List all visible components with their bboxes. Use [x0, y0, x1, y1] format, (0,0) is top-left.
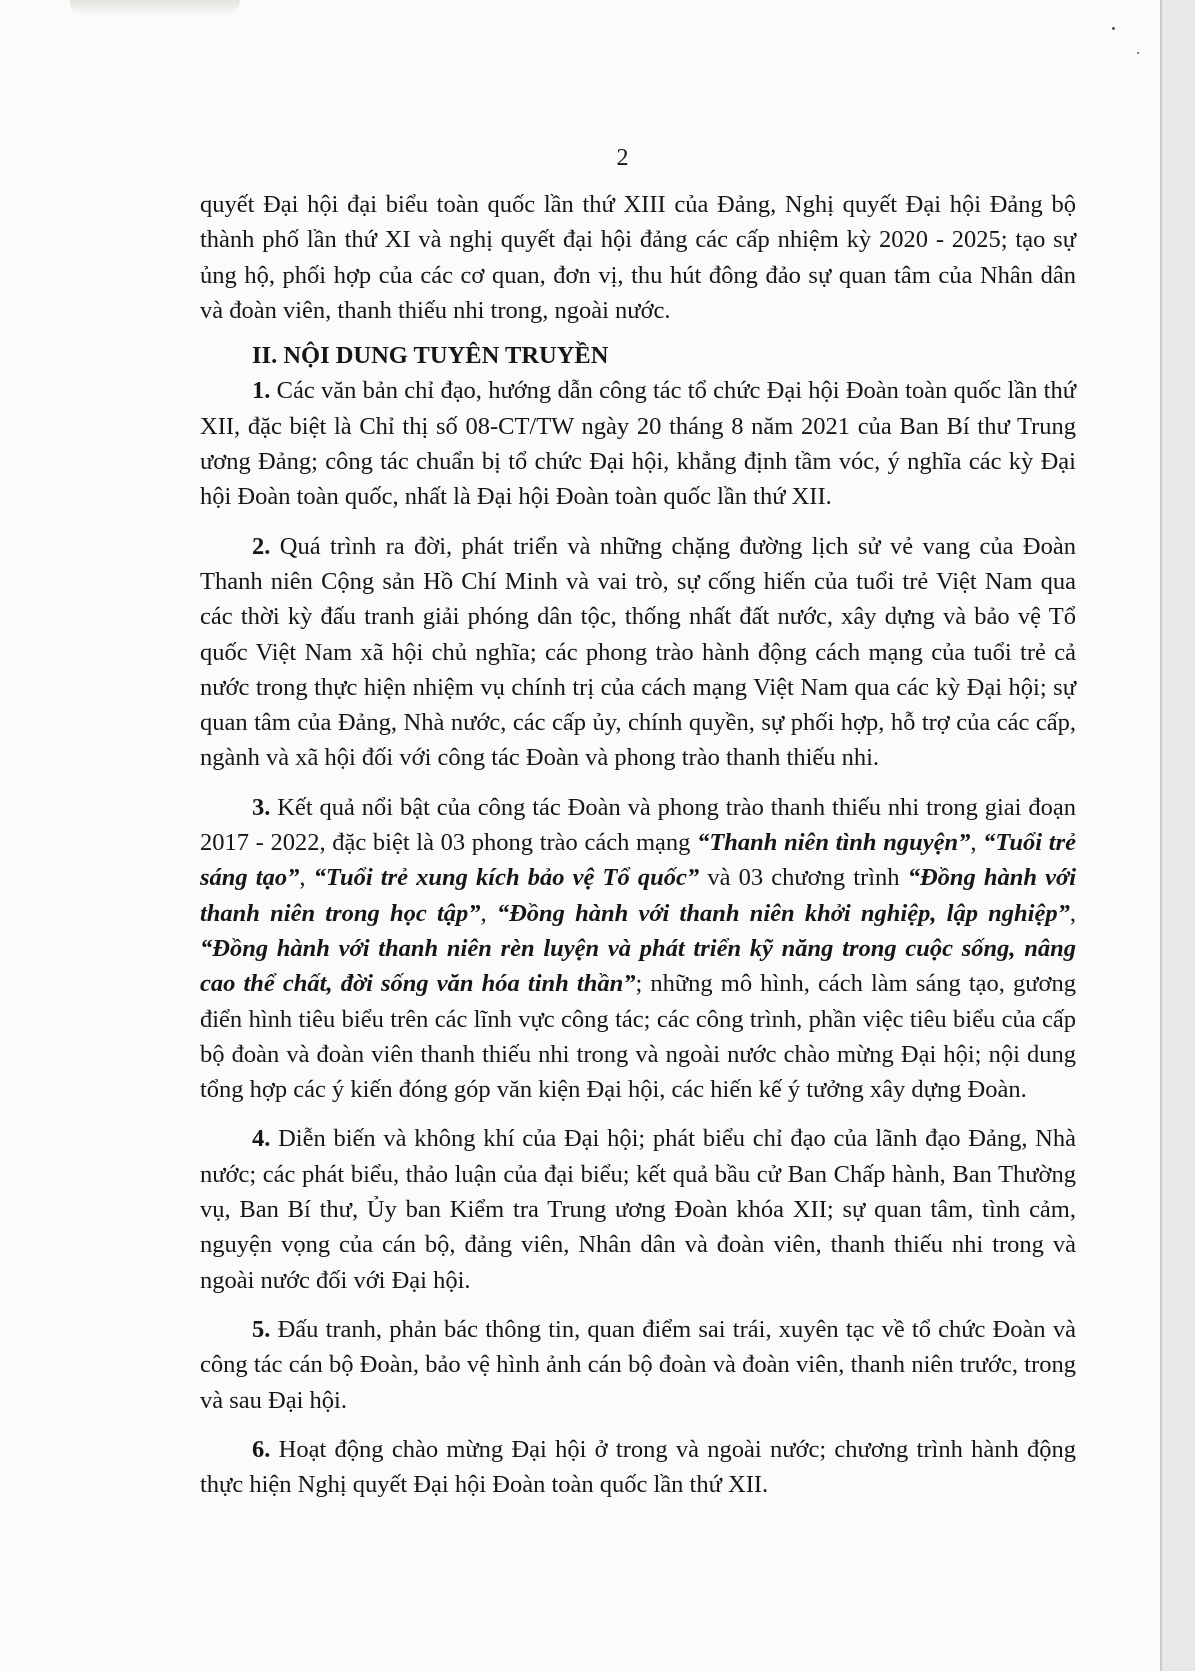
scan-speck: [1137, 52, 1139, 54]
scan-shadow: [70, 0, 240, 16]
section-heading: II. NỘI DUNG TUYÊN TRUYỀN: [252, 342, 609, 370]
item-number: 2.: [252, 532, 271, 560]
item-text: Các văn bản chỉ đạo, hướng dẫn công tác tổ chức Đại hội Đoàn toàn quốc lần thứ XII, đặc biệt là Chỉ thị số 08-CT/TW ngày 20 tháng 8 năm 2021 của Ban Bí thư Trung ương Đảng; công tác chuẩn bị tổ chức Đại hội, khẳng định tầm vóc, ý nghĩa các kỳ Đại hội Đoàn toàn quốc, nhất là Đại hội Đoàn toàn quốc lần thứ XII.: [200, 377, 1076, 511]
document-body: [200, 187, 1076, 1502]
content-item-3: [200, 790, 1076, 1108]
item-text: và 03 chương trình: [699, 864, 908, 892]
item-text: Diễn biến và không khí của Đại hội; phát biểu chỉ đạo của lãnh đạo Đảng, Nhà nước; các phát biểu, thảo luận của đại biểu; kết quả bầu cử Ban Chấp hành, Ban Thường vụ, Ban Bí thư, Ủy ban Kiểm tra Trung ương Đoàn khóa XII; sự quan tâm, tình cảm, nguyện vọng của cán bộ, đảng viên, Nhân dân và đoàn viên, thanh thiếu nhi trong và ngoài nước đối với Đại hội.: [200, 1125, 1076, 1294]
emphasis-quote: “Thanh niên tình nguyện”: [697, 829, 971, 857]
item-text: Hoạt động chào mừng Đại hội ở trong và ngoài nước; chương trình hành động thực hiện Nghị quyết Đại hội Đoàn toàn quốc lần thứ XII.: [200, 1435, 1076, 1499]
item-text: Đấu tranh, phản bác thông tin, quan điểm sai trái, xuyên tạc về tổ chức Đoàn và công tác cán bộ Đoàn, bảo vệ hình ảnh cán bộ đoàn và đoàn viên, thanh niên trước, trong và sau Đại hội.: [200, 1315, 1076, 1414]
content-item-6: [200, 1432, 1076, 1503]
item-number: 4.: [252, 1125, 271, 1153]
intro-paragraph: quyết Đại hội đại biểu toàn quốc lần thứ XIII của Đảng, Nghị quyết Đại hội Đảng bộ thành phố lần thứ XI và nghị quyết đại hội đảng các cấp nhiệm kỳ 2020 - 2025; tạo sự ủng hộ, phối hợp của các cơ quan, đơn vị, thu hút đông đảo sự quan tâm của Nhân dân và đoàn viên, thanh thiếu nhi trong, ngoài nước.: [200, 191, 1076, 324]
item-number: 3.: [252, 793, 271, 821]
page-number: 2: [616, 145, 629, 171]
content-item-2: [200, 529, 1076, 776]
content-item-4: [200, 1121, 1076, 1297]
content-item-5: [200, 1312, 1076, 1418]
separator: ,: [970, 829, 984, 857]
separator: ,: [299, 864, 314, 892]
item-number: 1.: [252, 377, 271, 405]
separator: ,: [1069, 899, 1076, 927]
scan-edge-line: [1160, 0, 1162, 1671]
emphasis-quote: “Đồng hành với thanh niên trong học tập”: [200, 864, 1077, 927]
content-item-1: [200, 373, 1076, 514]
scan-speck: [1112, 27, 1115, 30]
emphasis-quote: “Đồng hành với thanh niên khởi nghiệp, lập nghiệp”: [496, 899, 1070, 927]
item-text: Kết quả nổi bật của công tác Đoàn và phong trào thanh thiếu nhi trong giai đoạn 2017 - 2022, đặc biệt là 03 phong trào cách mạng: [200, 793, 1076, 857]
item-text: Quá trình ra đời, phát triển và những chặng đường lịch sử vẻ vang của Đoàn Thanh niên Cộng sản Hồ Chí Minh và vai trò, sự cống hiến của tuổi trẻ Việt Nam qua các thời kỳ đấu tranh giải phóng dân tộc, thống nhất đất nước, xây dựng và bảo vệ Tổ quốc Việt Nam xã hội chủ nghĩa; các phong trào hành động cách mạng của tuổi trẻ cả nước trong thực hiện nhiệm vụ chính trị của cách mạng Việt Nam qua các kỳ Đại hội; sự quan tâm của Đảng, Nhà nước, các cấp ủy, chính quyền, sự phối hợp, hỗ trợ của các cấp, ngành và xã hội đối với công tác Đoàn và phong trào thanh thiếu nhi.: [200, 532, 1076, 772]
item-number: 5.: [252, 1315, 271, 1343]
emphasis-quote: “Tuổi trẻ xung kích bảo vệ Tổ quốc”: [313, 864, 700, 892]
separator: ,: [480, 899, 497, 927]
scan-edge: [1160, 0, 1195, 1671]
item-number: 6.: [252, 1435, 271, 1463]
emphasis-quote: “Đồng hành với thanh niên rèn luyện và phát triển kỹ năng trong cuộc sống, nâng cao thể chất, đời sống văn hóa tinh thần”: [200, 934, 1076, 998]
item-text: ; những mô hình, cách làm sáng tạo, gương điển hình tiêu biểu trên các lĩnh vực công tác; các công trình, phần việc tiêu biểu của cấp bộ đoàn và đoàn viên thanh thiếu nhi trong và ngoài nước chào mừng Đại hội; nội dung tổng hợp các ý kiến đóng góp văn kiện Đại hội, các hiến kế ý tưởng xây dựng Đoàn.: [200, 970, 1077, 1104]
emphasis-quote: “Tuổi trẻ sáng tạo”: [200, 829, 1076, 892]
